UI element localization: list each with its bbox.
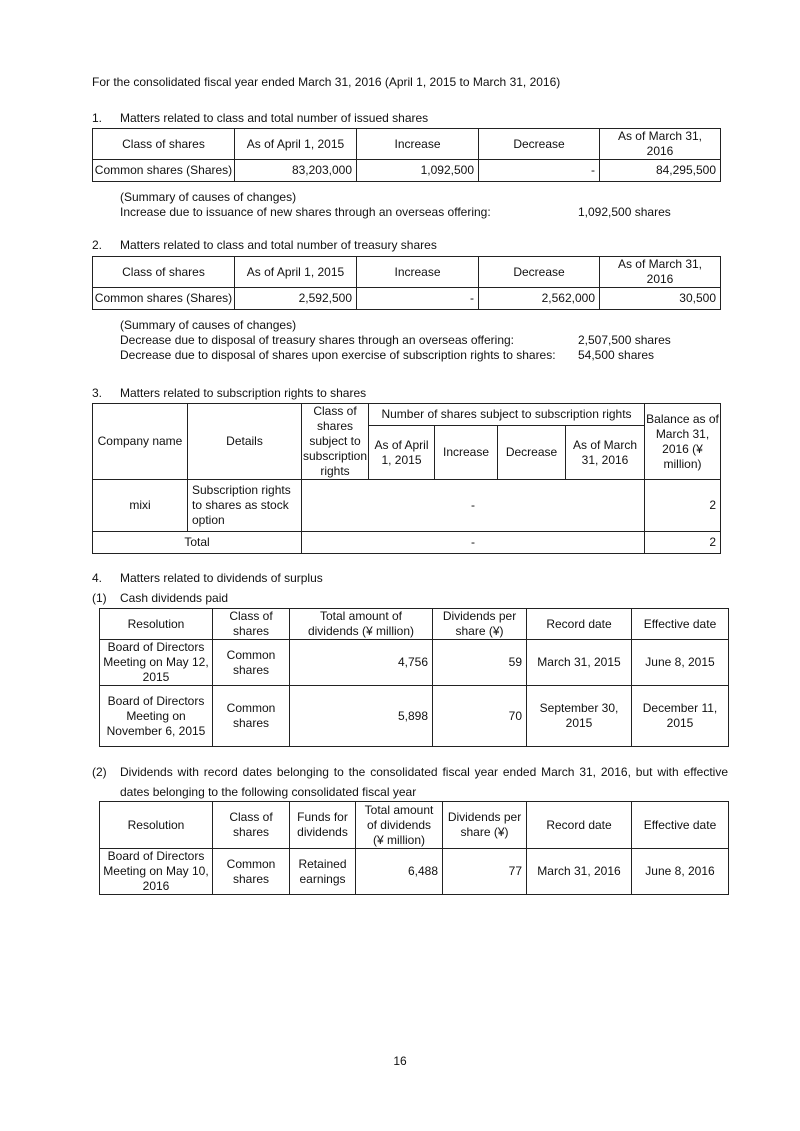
table-cell: -: [302, 532, 645, 554]
table-cell: Board of Directors Meeting on November 6, 2015: [100, 686, 213, 747]
table-cell: June 8, 2015: [632, 640, 729, 686]
column-header: Class of shares: [213, 609, 290, 640]
future-dividends-table: [99, 801, 729, 895]
change-note-value: 1,092,500 shares: [578, 205, 671, 219]
table-row: [93, 480, 721, 532]
summary-title: (Summary of causes of changes): [120, 318, 297, 332]
page-number: 16: [393, 1054, 407, 1068]
column-header: Total amount of dividends (¥ million): [290, 609, 433, 640]
column-header: As of April 1, 2015: [235, 129, 357, 160]
summary-title: (Summary of causes of changes): [120, 190, 297, 204]
total-label: Total: [93, 532, 302, 554]
column-header: Dividends per share (¥): [443, 802, 527, 849]
table-cell: March 31, 2016: [527, 849, 632, 895]
column-header: Class of shares subject to subscription rights: [303, 404, 368, 478]
section-4-title: Matters related to dividends of surplus: [120, 571, 323, 585]
section-4-number: 4.: [92, 571, 103, 585]
subsection-2-number: (2): [92, 765, 107, 779]
column-header: Class of shares: [213, 802, 290, 849]
section-1-title: Matters related to class and total number of issued shares: [120, 111, 429, 125]
table-cell: 2,592,500: [235, 288, 357, 310]
change-note-text: Increase due to issuance of new shares through an overseas offering:: [120, 205, 491, 219]
column-header: Decrease: [479, 129, 600, 160]
column-header: Class of shares: [93, 257, 235, 288]
column-header: Class of shares: [93, 129, 235, 160]
table-cell: 6,488: [356, 849, 443, 895]
treasury-shares-table: [92, 256, 721, 310]
table-cell: 4,756: [290, 640, 433, 686]
section-2-title: Matters related to class and total number of treasury shares: [120, 238, 437, 252]
subsection-1-number: (1): [92, 591, 107, 605]
column-header: Total amount of dividends (¥ million): [356, 802, 443, 849]
column-header: As of March 31, 2016: [600, 129, 721, 160]
table-row: [100, 686, 729, 747]
table-cell: 2: [645, 532, 721, 554]
table-row: [93, 160, 721, 182]
table-cell: mixi: [93, 480, 188, 532]
column-header: Details: [188, 404, 302, 480]
table-cell: Board of Directors Meeting on May 10, 2016: [100, 849, 213, 895]
change-note-text: Decrease due to disposal of shares upon exercise of subscription rights to shares:: [120, 348, 556, 362]
table-cell: -: [479, 160, 600, 182]
column-header: Decrease: [479, 257, 600, 288]
table-cell: Common shares: [213, 686, 290, 747]
section-1-number: 1.: [92, 111, 103, 125]
section-2-number: 2.: [92, 238, 103, 252]
column-header: Number of shares subject to subscription rights: [369, 404, 645, 426]
table-header-row: [100, 609, 729, 640]
table-cell: September 30, 2015: [527, 686, 632, 747]
section-3-title: Matters related to subscription rights to shares: [120, 386, 367, 400]
column-header: As of March 31, 2016: [566, 426, 645, 480]
column-header: As of March 31, 2016: [600, 257, 721, 288]
table-cell: Common shares (Shares): [93, 160, 235, 182]
table-row: [100, 640, 729, 686]
table-cell: Retained earnings: [290, 849, 356, 895]
table-header-row: [100, 802, 729, 849]
report-period-heading: For the consolidated fiscal year ended March 31, 2016 (April 1, 2015 to March 31, 2016): [92, 75, 561, 89]
column-header: Record date: [527, 802, 632, 849]
column-header: Effective date: [632, 609, 729, 640]
column-header: Resolution: [100, 802, 213, 849]
change-note-value: 54,500 shares: [578, 348, 655, 362]
column-header: As of April 1, 2015: [369, 426, 435, 480]
table-cell: 59: [433, 640, 527, 686]
column-header: Increase: [435, 426, 498, 480]
table-cell: 83,203,000: [235, 160, 357, 182]
table-cell: 2,562,000: [479, 288, 600, 310]
table-cell: 30,500: [600, 288, 721, 310]
column-header: Resolution: [100, 609, 213, 640]
section-3-number: 3.: [92, 386, 103, 400]
table-cell: 2: [645, 480, 721, 532]
issued-shares-table: [92, 128, 721, 182]
change-note-value: 2,507,500 shares: [578, 333, 671, 347]
table-cell: Common shares: [213, 849, 290, 895]
table-cell: Subscription rights to shares as stock option: [188, 480, 302, 532]
table-header-row: [93, 404, 721, 426]
column-header: Increase: [357, 257, 479, 288]
column-header: Effective date: [632, 802, 729, 849]
table-header-row: [93, 257, 721, 288]
table-cell: 1,092,500: [357, 160, 479, 182]
column-header: Increase: [357, 129, 479, 160]
column-header: Record date: [527, 609, 632, 640]
column-header: Funds for dividends: [290, 802, 356, 849]
column-header: Company name: [93, 404, 188, 480]
table-cell: 84,295,500: [600, 160, 721, 182]
table-cell: -: [302, 480, 645, 532]
table-row: [100, 849, 729, 895]
table-cell: 77: [443, 849, 527, 895]
table-cell: Board of Directors Meeting on May 12, 2015: [100, 640, 213, 686]
table-cell: March 31, 2015: [527, 640, 632, 686]
column-header: Balance as of March 31, 2016 (¥ million): [645, 404, 721, 480]
column-header: As of April 1, 2015: [235, 257, 357, 288]
table-cell: Common shares: [213, 640, 290, 686]
table-cell: Common shares (Shares): [93, 288, 235, 310]
column-header: Decrease: [498, 426, 566, 480]
column-header: Dividends per share (¥): [433, 609, 527, 640]
table-cell: June 8, 2016: [632, 849, 729, 895]
subsection-1-title: Cash dividends paid: [120, 591, 229, 605]
table-cell: 70: [433, 686, 527, 747]
table-cell: December 11, 2015: [632, 686, 729, 747]
table-row: [93, 288, 721, 310]
cash-dividends-table: [99, 608, 729, 747]
subscription-rights-table: [92, 403, 721, 554]
table-row: [93, 532, 721, 554]
change-note-text: Decrease due to disposal of treasury shares through an overseas offering:: [120, 333, 515, 347]
table-cell: 5,898: [290, 686, 433, 747]
table-header-row: [93, 129, 721, 160]
subsection-2-title-line2: dates belonging to the following consolidated fiscal year: [120, 785, 417, 799]
table-cell: -: [357, 288, 479, 310]
subsection-2-title-line1: Dividends with record dates belonging to the consolidated fiscal year ended March 31, 2016, but with effective: [120, 765, 728, 779]
